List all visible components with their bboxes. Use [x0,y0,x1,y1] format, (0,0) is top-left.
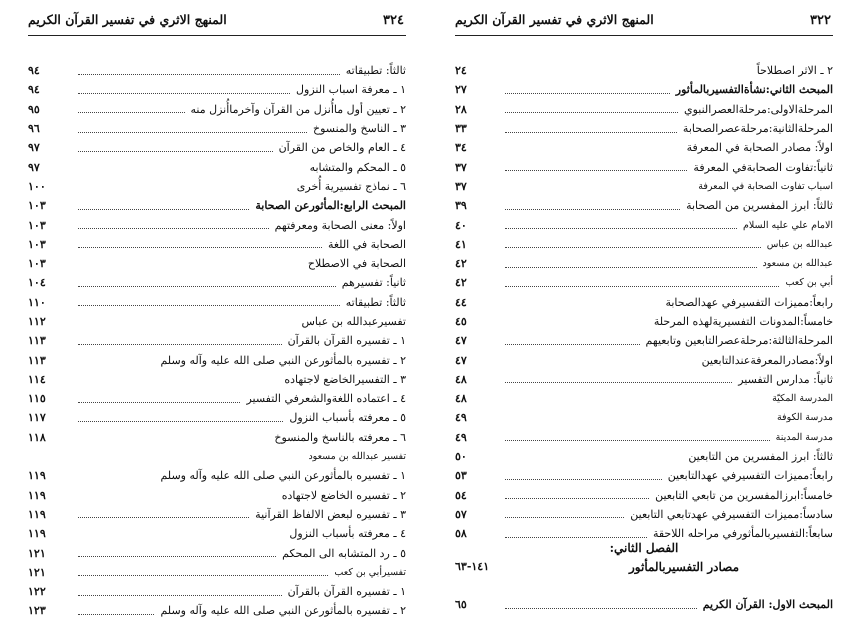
toc-entry-label: ٥ ـ معرفته بأسباب النزول [289,411,406,425]
toc-entry [455,331,833,350]
dot-leader [78,246,322,248]
toc-entry [455,273,833,292]
toc-entry-label: خامساً:ابرزالمفسرين من تابعي التابعين [655,488,833,502]
toc-entry-page: ٥٤ [455,488,467,502]
dot-leader [505,285,779,287]
toc-entry-page: ١١٤ [28,372,46,386]
toc-entry-page: ٥٨ [455,527,467,541]
dot-leader [505,131,677,133]
toc-entry-page: ١١٩ [28,469,46,483]
toc-entry-label: عبدالله بن عباس [766,238,833,250]
toc-entry [28,273,406,292]
toc-entry-page: ٥٣ [455,469,467,483]
toc-entry-page: ٤٨ [455,392,467,406]
toc-entry-page: ٣٩ [455,199,467,213]
toc-entry-label: ثالثاً: ابرز المفسرين من الصحابة [686,199,833,213]
toc-entry [28,350,406,369]
dot-leader [78,401,240,403]
toc-entry-label: ١ ـ معرفة اسباب النزول [296,83,406,97]
toc-entry-label: المدرسة المكيّة [772,393,833,405]
toc-entry-label: اولاً: مصادر الصحابة في المعرفة [686,141,833,155]
toc-entry-label: ٤ ـ معرفته بأسباب النزول [289,527,406,541]
toc-entry [28,563,406,582]
toc-entry [28,370,406,389]
toc-entry [455,389,833,408]
dot-leader [78,574,328,576]
toc-entry-label: ٦ ـ معرفته بالناسخ والمنسوخ [274,430,406,444]
toc-entry-label: ٦ ـ نماذج تفسيرية أُخرى [296,179,406,193]
toc-entry [28,80,406,99]
toc-entry-page: ١١٩ [28,507,46,521]
toc-entry [455,595,833,614]
toc-entry [28,119,406,138]
toc-entry-label: خامساً:المدونات التفسيريةلهذه المرحلة [653,315,833,328]
toc-entry-page: ٣٣ [455,122,467,136]
toc-entry [28,177,406,196]
toc-entry [28,466,406,485]
table-of-contents [28,61,406,621]
dot-leader [505,478,662,480]
toc-entry [28,215,406,234]
toc-entry [28,61,406,80]
toc-entry-label: رابعاً:مميزات التفسيرفي عهدالصحابة [665,295,833,309]
toc-entry-page: ١٢٢ [28,585,46,599]
toc-entry-label: تفسيرأبي بن كعب [334,566,406,578]
toc-entry-label: اسباب تفاوت الصحابة في المعرفة [698,180,833,192]
dot-leader [78,555,276,557]
dot-leader [505,92,670,94]
toc-entry-label: ١ ـ تفسيره القرآن بالقرآن [287,585,406,599]
toc-entry [28,601,406,620]
toc-entry-label: سابعاً:التفسيربالمأثورفي مراحله اللاحقة [652,527,833,541]
dot-leader [505,111,678,113]
toc-entry-page: ٤٠ [455,218,467,232]
dot-leader [78,73,340,75]
toc-entry-label: ٢ ـ تفسيره بالمأثورعن النبي صلى الله عليه وآله وسلم [160,353,406,367]
toc-entry-page: ١١٣ [28,334,46,348]
toc-entry [455,196,833,215]
toc-entry [28,486,406,505]
page-number: ٣٢٤ [383,13,404,28]
toc-entry-page: ٩٥ [28,102,40,116]
dot-leader [78,92,290,94]
toc-entry [455,505,833,524]
toc-entry [28,254,406,273]
toc-entry [455,312,833,331]
dot-leader [505,208,680,210]
toc-entry-page: ١١٢ [28,315,46,328]
toc-entry [28,312,406,331]
dot-leader [505,439,770,441]
toc-entry-label: المرحلةالاولى:مرحلةالعصرالنبوي [683,102,833,116]
toc-entry [455,408,833,427]
toc-entry [455,235,833,254]
toc-entry [455,350,833,369]
dot-leader [78,285,336,287]
dot-leader [78,131,307,133]
toc-entry-label: ثالثاً: ابرز المفسرين من التابعين [688,450,833,464]
toc-entry-label: ثالثاً: تطبيقاته [345,295,406,309]
toc-entry-page: ٤٢ [455,257,467,271]
toc-entry-page: ١٠٣ [28,218,46,232]
toc-entry [28,524,406,543]
toc-entry-label: ثانياً: مدارس التفسير [738,372,833,386]
toc-entry-label: ٢ ـ تفسيره بالمأثورعن النبي صلى الله عليه وآله وسلم [160,604,406,618]
toc-entry-page: ٤١ [455,237,467,251]
toc-entry-page: ١١٩ [28,527,46,541]
toc-entry-label: ثالثاً: تطبيقاته [345,64,406,78]
toc-entry-page: ١١٨ [28,430,46,444]
toc-entry-label: المرحلةالثالثة:مرحلةعصرالتابعين وتابعيهم [645,334,833,348]
chapter-title: الفصل الثاني: [609,541,679,555]
toc-entry-label: الامام علي عليه السلام [742,219,833,231]
toc-entry [28,100,406,119]
toc-entry-label: المبحث الثاني:نشأةالتفسيربالمأثور [675,83,833,97]
chapter-page-range: ١٤١-٦٣ [454,560,490,574]
toc-entry-page: ٥٧ [455,507,467,521]
toc-entry-label: ١ ـ تفسيره القرآن بالقرآن [287,334,406,348]
toc-entry-label: ٥ ـ رد المتشابه الى المحكم [282,546,406,560]
toc-entry-page: ٩٦ [28,122,40,136]
toc-entry-label: ٣ ـ الناسخ والمنسوخ [312,122,406,136]
toc-entry-label: المبحث الاول: القرآن الكريم [702,598,833,612]
dot-leader [78,150,273,152]
toc-entry-label: أبي بن كعب [785,277,833,289]
page-header [455,12,833,34]
toc-entry-page: ١١٥ [28,392,46,406]
toc-entry-page: ١٠٣ [28,257,46,271]
toc-entry-label: اولاً:مصادرالمعرفةعندالتابعين [701,353,833,367]
toc-entry [28,505,406,524]
dot-leader [78,111,185,113]
toc-entry [28,428,406,447]
dot-leader [78,227,269,229]
dot-leader [78,304,340,306]
table-of-contents [455,61,833,543]
toc-entry-page: ٤٩ [455,411,467,425]
header-rule [455,35,833,36]
dot-leader [78,208,249,210]
toc-entry-page: ٩٧ [28,160,40,174]
toc-entry [28,196,406,215]
toc-entry-page: ٢٧ [455,83,467,97]
toc-entry-page: ٤٩ [455,430,467,444]
toc-entry [28,389,406,408]
dot-leader [505,266,757,268]
page-header [28,12,406,34]
toc-entry-label: المبحث الرابع:المأثورعن الصحابة [255,199,406,213]
toc-entry-page: ٦٥ [455,598,467,612]
toc-entry [28,235,406,254]
dot-leader [505,536,647,538]
toc-entry-label: ٣ ـ تفسيره لبعض الالفاظ القرآنية [255,507,406,521]
toc-entry-label: ٤ ـ العام والخاص من القرآن [278,141,406,155]
dot-leader [505,343,640,345]
toc-entry-page: ١٠٣ [28,237,46,251]
toc-entry [455,215,833,234]
toc-entry-page: ١٠٠ [28,179,46,193]
toc-entry-label: تفسيرعبدالله بن عباس [301,315,406,328]
toc-entry [455,254,833,273]
toc-entry-page: ٤٤ [455,295,467,309]
toc-entry-page: ٤٧ [455,334,467,348]
toc-entry-label: اولاً: معنى الصحابة ومعرفتهم [274,218,406,232]
toc-entry [455,119,833,138]
dot-leader [78,343,282,345]
toc-entry [28,293,406,312]
toc-entry-label: ثانياً: تفسيرهم [341,276,406,290]
toc-entry-label: ثانياً:تفاوت الصحابةفي المعرفة [693,160,833,174]
toc-entry-label: عبدالله بن مسعود [762,258,833,270]
toc-entry-page: ١٠٣ [28,199,46,213]
dot-leader [505,607,697,609]
header-rule [28,35,406,36]
toc-entry-page: ٢٨ [455,102,467,116]
toc-entry [28,331,406,350]
toc-entry-page: ٣٤ [455,141,467,155]
toc-entry [455,293,833,312]
toc-entry-page: ١١٩ [28,488,46,502]
toc-entry [455,486,833,505]
dot-leader [78,420,283,422]
toc-entry [455,138,833,157]
toc-entry-label: مدرسة الكوفة [776,412,833,424]
dot-leader [78,594,282,596]
toc-entry-page: ٢٤ [455,64,467,78]
toc-entry [455,447,833,466]
toc-entry-label: تفسير عبدالله بن مسعود [308,451,406,463]
toc-entry [455,80,833,99]
right-page [455,0,833,639]
toc-entry-page: ١٢١ [28,565,46,579]
chapter-subtitle-row [455,557,833,576]
toc-entry-label: المرحلةالثانية:مرحلةعصرالصحابة [682,122,833,136]
toc-entry [455,100,833,119]
toc-entry [28,543,406,562]
dot-leader [78,613,154,615]
dot-leader [505,381,732,383]
toc-entry-page: ٩٧ [28,141,40,155]
toc-entry-page: ٩٤ [28,64,40,78]
dot-leader [78,516,249,518]
toc-entry-page: ١١٧ [28,411,46,425]
toc-entry [28,157,406,176]
toc-entry-label: ١ ـ تفسيره بالمأثورعن النبي صلى الله عليه وآله وسلم [160,469,406,483]
toc-entry-page: ٩٤ [28,83,40,97]
toc-entry-label: ٣ ـ التفسيرالخاضع لاجتهاده [284,372,406,386]
dot-leader [505,497,649,499]
toc-entry-label: ٤ ـ اعتماده اللغةوالشعرفي التفسير [246,392,406,406]
toc-entry-page: ٤٥ [455,315,467,328]
toc-entry-page: ٤٨ [455,372,467,386]
toc-entry [455,428,833,447]
table-of-contents-continued [455,595,833,614]
toc-entry [455,61,833,80]
toc-entry-label: ٥ ـ المحكم والمتشابه [309,160,406,174]
dot-leader [505,246,761,248]
toc-entry-label: ٢ ـ الاثر اصطلاحاً [756,64,833,78]
dot-leader [505,227,737,229]
toc-entry-page: ١٠٤ [28,276,46,290]
toc-entry-page: ٣٧ [455,179,467,193]
dot-leader [505,169,687,171]
toc-entry-label: مدرسة المدينة [775,431,833,443]
toc-entry [28,582,406,601]
toc-entry [455,177,833,196]
dot-leader [505,516,624,518]
running-title: المنهج الاثري في تفسير القرآن الكريم [28,12,227,27]
toc-entry-page: ٤٧ [455,353,467,367]
toc-entry [455,466,833,485]
toc-entry-page: ١١٣ [28,353,46,367]
toc-entry-page: ١٢٣ [28,604,46,618]
toc-entry [28,408,406,427]
toc-entry-page: ١١٠ [28,295,46,309]
toc-entry [455,370,833,389]
page-number: ٣٢٢ [810,13,831,28]
toc-entry-page: ٤٢ [455,276,467,290]
left-page [28,0,406,639]
toc-entry-page: ٣٧ [455,160,467,174]
toc-entry-page: ٥٠ [455,450,467,464]
toc-entry-label: رابعاً:مميزات التفسيرفي عهدالتابعين [667,469,833,483]
toc-entry-label: ٢ ـ تفسيره الخاضع لاجتهاده [281,488,406,502]
toc-entry [455,157,833,176]
toc-entry [28,447,406,466]
chapter-heading [455,541,833,576]
chapter-subtitle: مصادر التفسيربالمأثور [628,559,739,574]
toc-entry-page: ١٢١ [28,546,46,560]
running-title: المنهج الاثري في تفسير القرآن الكريم [455,12,654,27]
toc-entry-label: سادساً:مميزات التفسيرفي عهدتابعي التابعين [630,507,833,521]
toc-entry-label: ٢ ـ تعيين أول ماأُنزل من القرآن وآخرماأُنزل منه [190,102,406,116]
toc-entry-label: الصحابة في الاصطلاح [307,257,406,271]
toc-entry-label: الصحابة في اللغة [327,237,406,251]
toc-entry [28,138,406,157]
